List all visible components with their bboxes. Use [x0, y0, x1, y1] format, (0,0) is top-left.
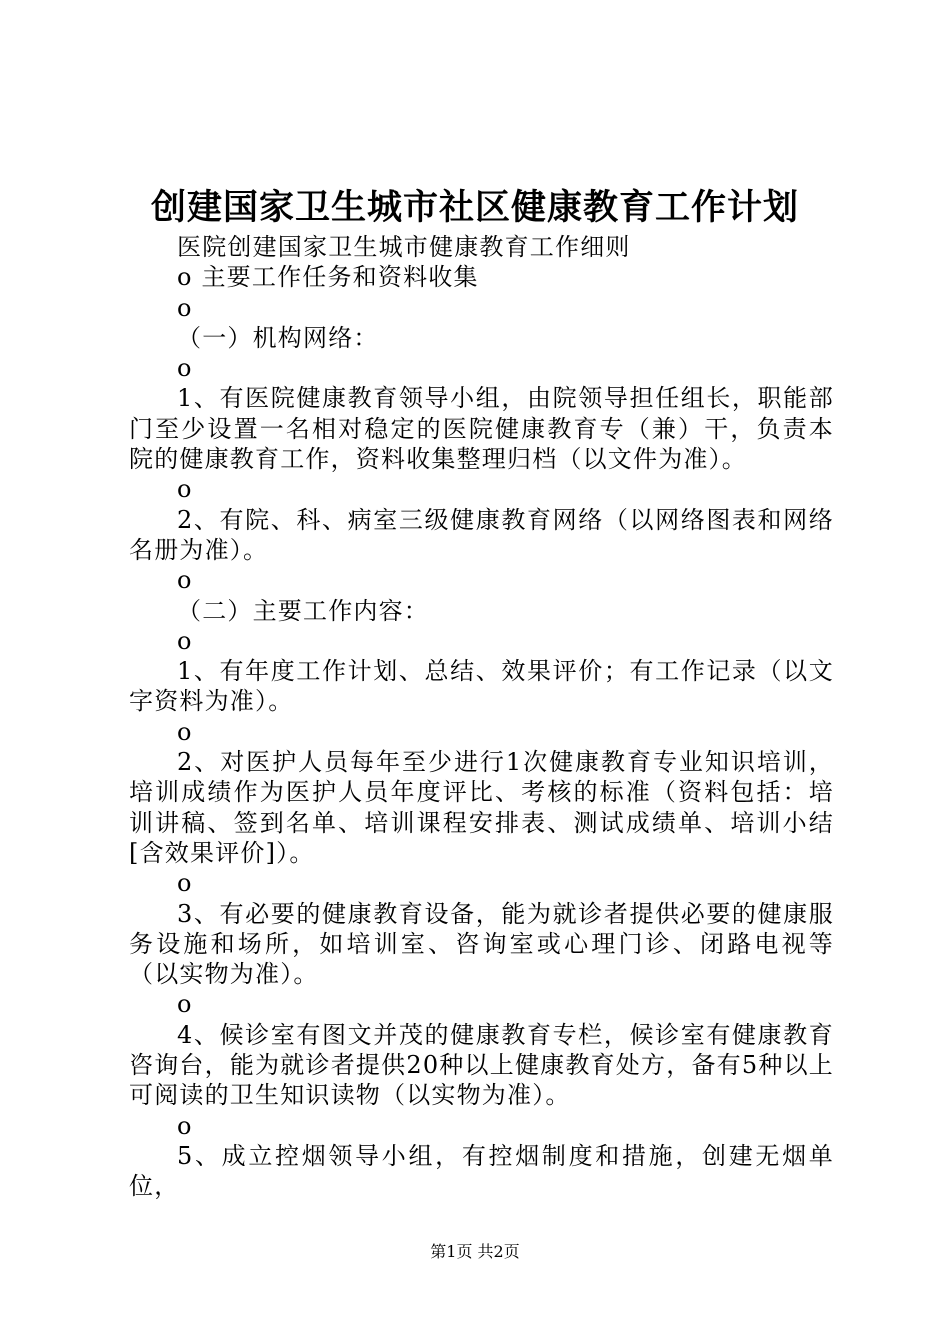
bullet-marker: o [177, 475, 193, 504]
document-title: 创建国家卫生城市社区健康教育工作计划 [150, 187, 799, 228]
bullet-marker: o [177, 293, 193, 322]
paragraph-work-item-2: 2、对医护人员每年至少进行1次健康教育专业知识培训，培训成绩作为医护人员年度评比、考核的标准（资料包括：培训讲稿、签到名单、培训课程安排表、测试成绩单、培训小结[含效果评价]）。 [129, 748, 834, 867]
paragraph-work-item-1: 1、有年度工作计划、总结、效果评价；有工作记录（以文字资料为准）。 [129, 657, 834, 716]
bullet-marker: o [177, 626, 193, 655]
document-body [129, 232, 834, 1202]
bullet-marker: o [177, 717, 193, 746]
section-heading-organization: （一）机构网络： [177, 323, 379, 352]
paragraph-main-tasks: o 主要工作任务和资料收集 [177, 263, 479, 292]
paragraph-work-item-5: 5、成立控烟领导小组，有控烟制度和措施，创建无烟单位， [129, 1141, 834, 1201]
paragraph-work-item-3: 3、有必要的健康教育设备，能为就诊者提供必要的健康服务设施和场所，如培训室、咨询室或心理门诊、闭路电视等（以实物为准）。 [129, 899, 834, 989]
paragraph-subtitle: 医院创建国家卫生城市健康教育工作细则 [177, 233, 631, 261]
bullet-marker: o [177, 354, 193, 383]
bullet-marker: o [177, 869, 193, 898]
section-heading-work-content: （二）主要工作内容： [177, 596, 429, 625]
paragraph-org-item-1: 1、有医院健康教育领导小组，由院领导担任组长，职能部门至少设置一名相对稳定的医院健康教育专（兼）干，负责本院的健康教育工作，资料收集整理归档（以文件为准）。 [129, 384, 834, 474]
bullet-marker: o [177, 1111, 193, 1140]
paragraph-work-item-4: 4、候诊室有图文并茂的健康教育专栏，候诊室有健康教育咨询台，能为就诊者提供20种以上健康教育处方，备有5种以上可阅读的卫生知识读物（以实物为准）。 [129, 1020, 834, 1110]
paragraph-org-item-2: 2、有院、科、病室三级健康教育网络（以网络图表和网络名册为准）。 [129, 505, 834, 564]
page-footer: 第1页 共2页 [430, 1242, 520, 1261]
bullet-marker: o [177, 566, 193, 595]
bullet-marker: o [177, 990, 193, 1019]
